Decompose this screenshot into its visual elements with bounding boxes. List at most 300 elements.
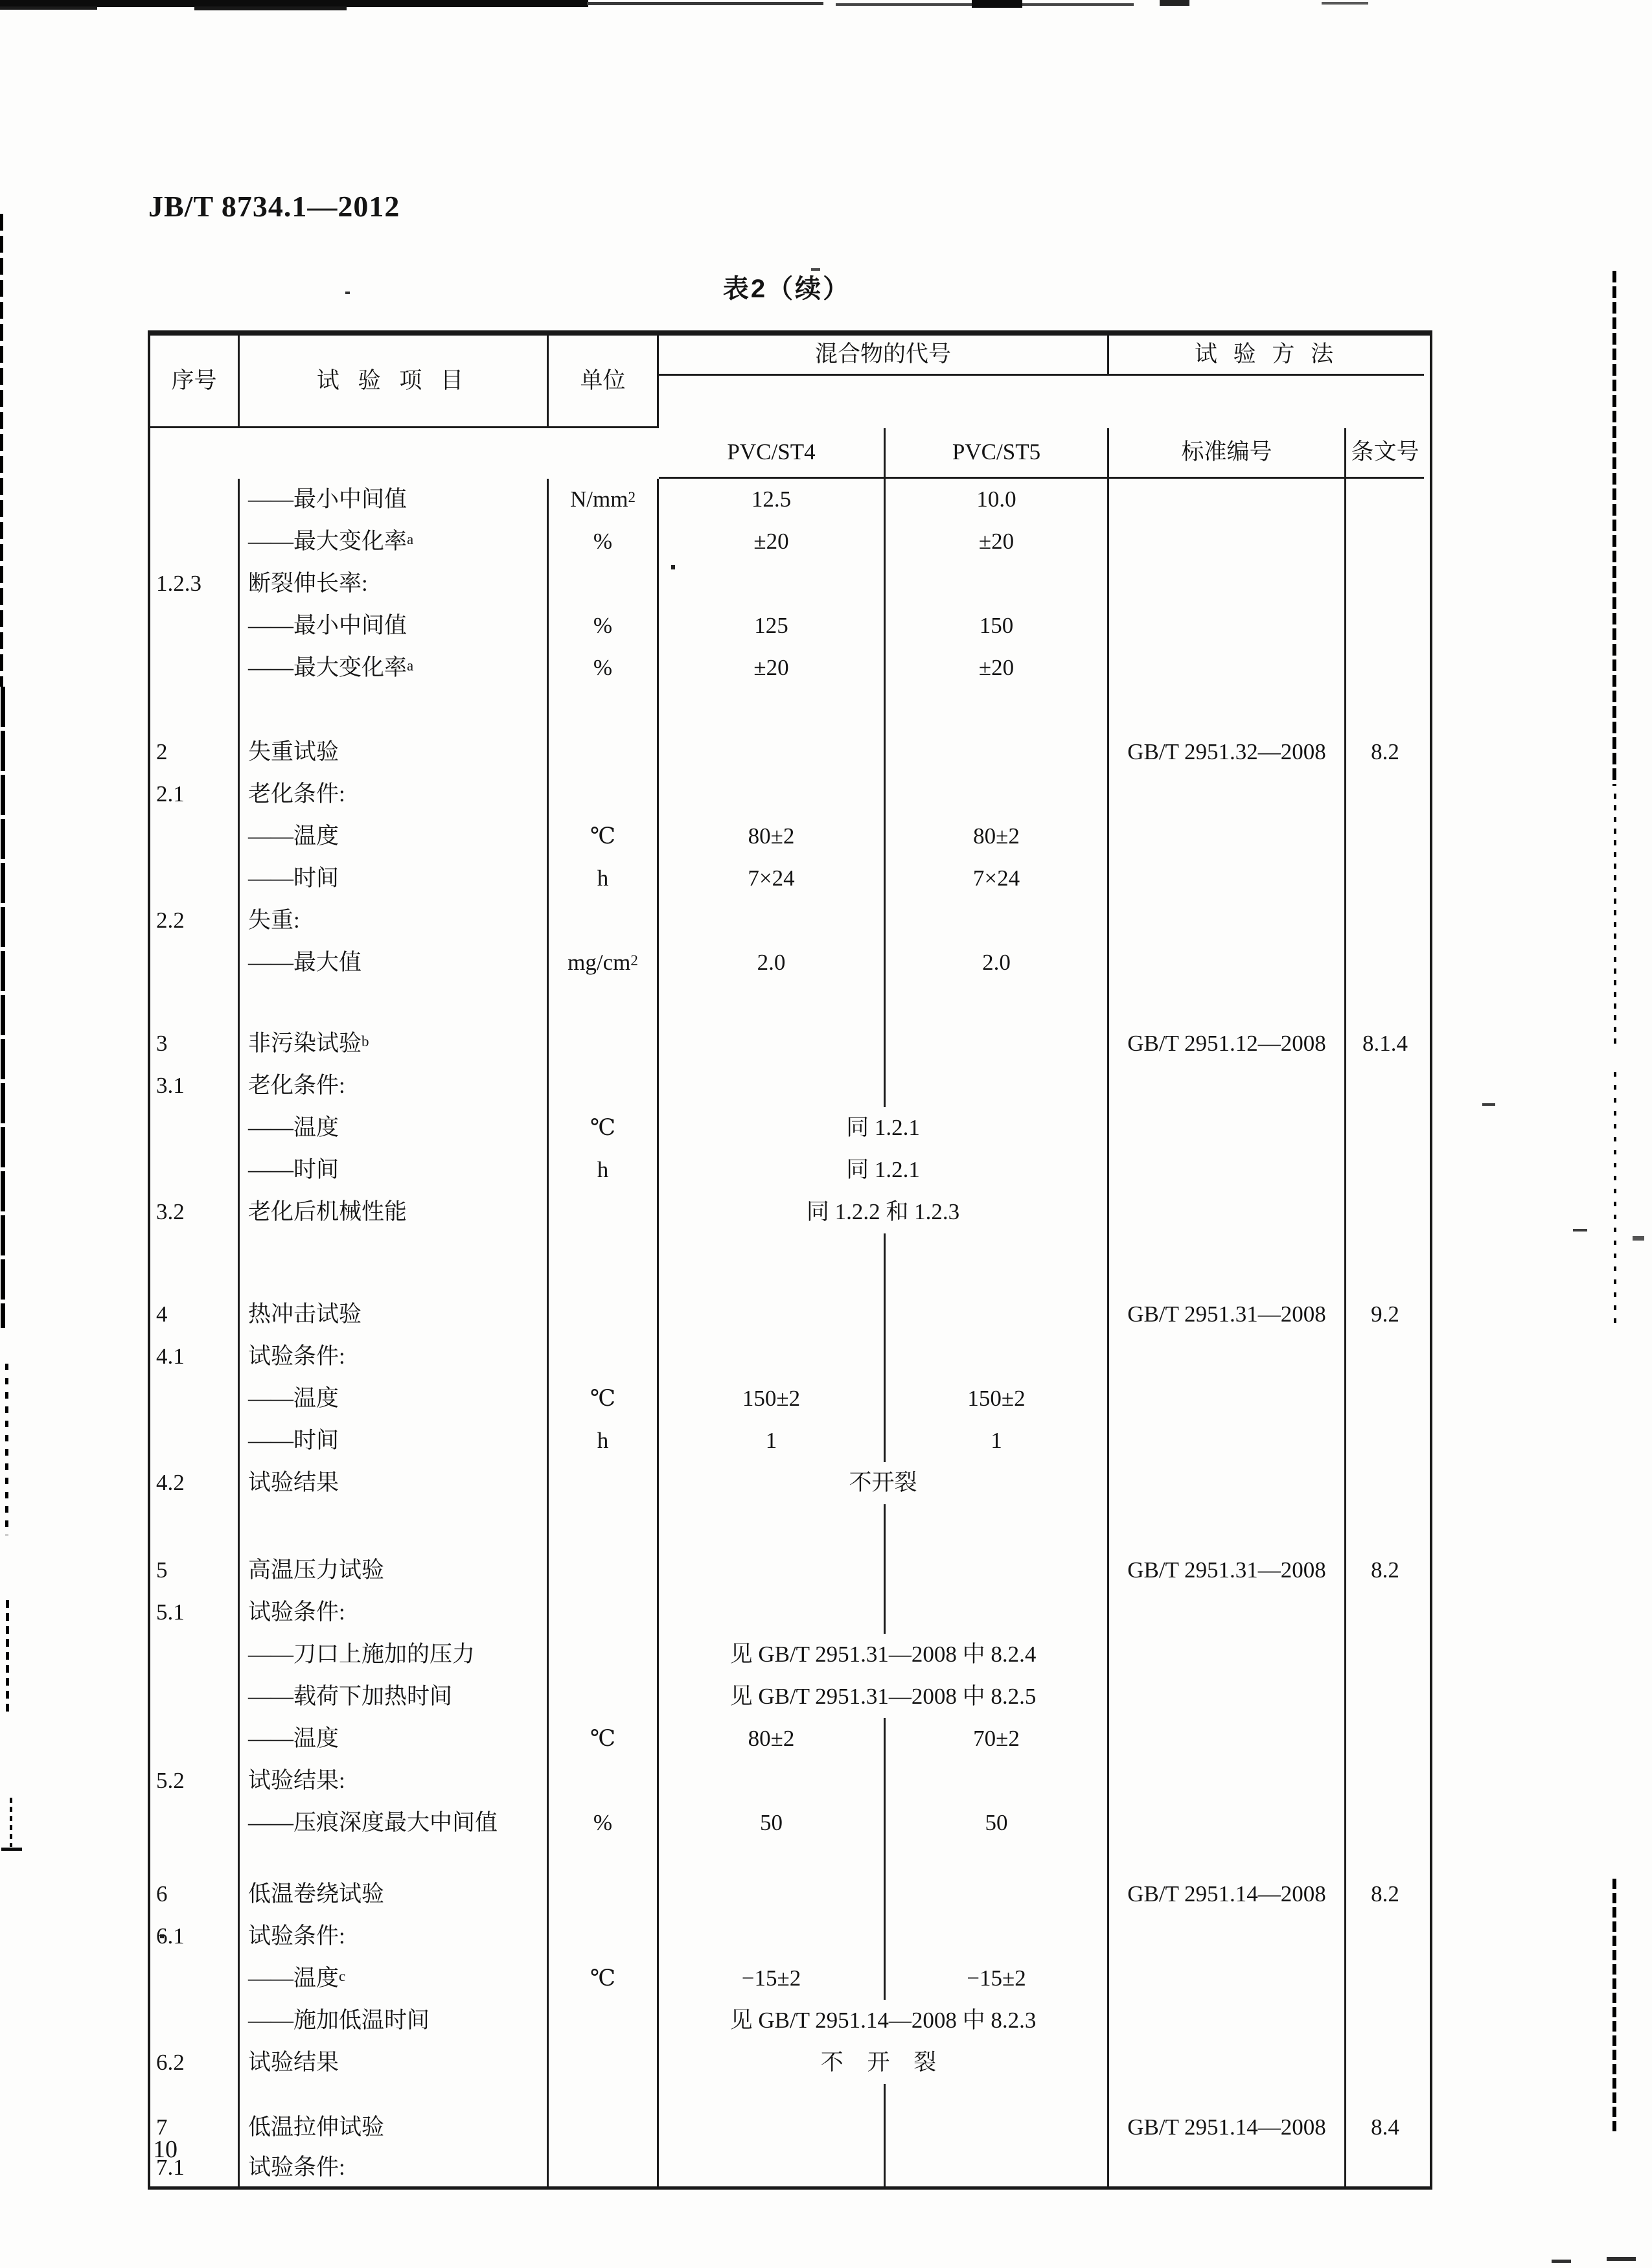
cell-no xyxy=(150,479,240,521)
gap-cell xyxy=(240,1844,549,1873)
cell-standard xyxy=(1109,2149,1346,2186)
col-header-pvcst4: PVC/ST4 xyxy=(659,428,886,479)
cell-pvcst5 xyxy=(886,563,1109,605)
cell-item: ——最大值 xyxy=(240,942,549,984)
cell-item: 试验结果 xyxy=(240,2042,549,2084)
gap-cell xyxy=(1109,2084,1346,2107)
cell-clause xyxy=(1346,1336,1424,1378)
cell-span-value: 见 GB/T 2951.14—2008 中 8.2.3 xyxy=(659,2000,1109,2042)
cell-standard xyxy=(1109,1378,1346,1420)
cell-item: 试验结果 xyxy=(240,1462,549,1504)
gap-cell xyxy=(1346,1844,1424,1873)
cell-standard xyxy=(1109,1420,1346,1462)
gap-cell xyxy=(1109,1233,1346,1294)
cell-standard xyxy=(1109,1760,1346,1802)
gap-cell xyxy=(549,1233,659,1294)
gap-cell xyxy=(1109,689,1346,731)
cell-pvcst4: 50 xyxy=(659,1802,886,1844)
cell-clause xyxy=(1346,1378,1424,1420)
scan-artifact xyxy=(6,1600,9,1717)
cell-item: ——温度 $^c$ xyxy=(240,1958,549,2000)
cell-span-value: 同 1.2.1 xyxy=(659,1107,1109,1149)
cell-pvcst4: ±20 xyxy=(659,521,886,563)
cell-item: 试验条件: xyxy=(240,2149,549,2186)
cell-pvcst5: 2.0 xyxy=(886,942,1109,984)
scan-artifact xyxy=(10,1798,12,1847)
scan-artifact xyxy=(587,2,823,5)
gap-cell xyxy=(1109,1844,1346,1873)
col-header-method: 试 验 方 法 xyxy=(1109,336,1424,376)
cell-item: ——最大变化率 $^a$ xyxy=(240,647,549,689)
cell-item: ——温度 xyxy=(240,1107,549,1149)
cell-item: ——温度 xyxy=(240,816,549,858)
cell-clause xyxy=(1346,1149,1424,1191)
cell-standard: GB/T 2951.31—2008 xyxy=(1109,1294,1346,1336)
cell-no: 1.2.3 xyxy=(150,563,240,605)
cell-pvcst4: ±20 xyxy=(659,647,886,689)
gap-cell xyxy=(659,2084,886,2107)
cell-pvcst5: 50 xyxy=(886,1802,1109,1844)
cell-clause: 8.2 xyxy=(1371,1881,1399,1907)
cell-pvcst5: ±20 xyxy=(886,521,1109,563)
cell-pvcst4: 125 xyxy=(659,605,886,647)
cell-item: ——压痕深度最大中间值 xyxy=(240,1802,549,1844)
cell-standard xyxy=(1109,1916,1346,1958)
scan-artifact xyxy=(972,0,1022,8)
gap-cell xyxy=(1346,1504,1424,1550)
cell-pvcst5 xyxy=(886,1592,1109,1634)
cell-clause xyxy=(1346,1634,1424,1676)
cell-pvcst4: 7×24 xyxy=(659,858,886,900)
cell-unit xyxy=(549,2107,659,2149)
cell-clause xyxy=(1346,1676,1424,1718)
cell-no xyxy=(150,521,240,563)
col-header-unit: 单位 xyxy=(549,336,659,428)
cell-standard: GB/T 2951.14—2008 xyxy=(1109,1873,1346,1916)
cell-pvcst5: 7×24 xyxy=(886,858,1109,900)
cell-unit xyxy=(549,1916,659,1958)
cell-standard xyxy=(1109,1802,1346,1844)
cell-span-value: 同 1.2.1 xyxy=(659,1149,1109,1191)
cell-standard: GB/T 2951.32—2008 xyxy=(1109,731,1346,773)
col-header-std: 标准编号 xyxy=(1109,428,1346,479)
cell-no xyxy=(150,816,240,858)
cell-no: 6.1 xyxy=(150,1916,240,1958)
gap-cell xyxy=(1346,2084,1424,2107)
cell-pvcst5 xyxy=(886,773,1109,816)
cell-pvcst5 xyxy=(886,2149,1109,2186)
cell-pvcst5 xyxy=(886,1760,1109,1802)
cell-item: ——施加低温时间 xyxy=(240,2000,549,2042)
cell-clause xyxy=(1346,1958,1424,2000)
cell-no xyxy=(150,1149,240,1191)
cell-unit: % xyxy=(549,1802,659,1844)
cell-item: 试验条件: xyxy=(240,1336,549,1378)
cell-clause xyxy=(1346,1191,1424,1233)
cell-unit xyxy=(549,1760,659,1802)
cell-no xyxy=(150,647,240,689)
cell-clause xyxy=(1346,1592,1424,1634)
cell-standard xyxy=(1109,900,1346,942)
cell-clause xyxy=(1346,2000,1424,2042)
scan-artifact xyxy=(1612,1879,1616,2131)
scan-artifact xyxy=(1482,1103,1495,1106)
gap-cell xyxy=(1346,984,1424,1023)
cell-standard xyxy=(1109,1336,1346,1378)
scan-artifact xyxy=(194,6,347,10)
cell-pvcst5: 10.0 xyxy=(886,479,1109,521)
cell-no xyxy=(150,1958,240,2000)
cell-standard xyxy=(1109,647,1346,689)
cell-standard xyxy=(1109,773,1346,816)
cell-no: 4.2 xyxy=(150,1462,240,1504)
cell-standard xyxy=(1109,816,1346,858)
cell-pvcst4 xyxy=(659,1023,886,1065)
cell-standard xyxy=(1109,858,1346,900)
cell-standard xyxy=(1109,605,1346,647)
cell-clause xyxy=(1346,1760,1424,1802)
cell-standard xyxy=(1109,1634,1346,1676)
cell-clause xyxy=(1346,521,1424,563)
cell-unit: ℃ xyxy=(549,1718,659,1760)
cell-clause xyxy=(1346,479,1424,521)
cell-no: 5 xyxy=(150,1550,240,1592)
cell-no xyxy=(150,2000,240,2042)
cell-standard: GB/T 2951.31—2008 xyxy=(1109,1550,1346,1592)
cell-pvcst4 xyxy=(659,1336,886,1378)
gap-cell xyxy=(886,1504,1109,1550)
cell-standard xyxy=(1109,521,1346,563)
cell-pvcst4 xyxy=(659,1760,886,1802)
cell-item: 失重试验 xyxy=(240,731,549,773)
gap-cell xyxy=(150,984,240,1023)
cell-pvcst4 xyxy=(659,731,886,773)
col-header-clause: 条文号 xyxy=(1346,428,1424,479)
cell-standard xyxy=(1109,1676,1346,1718)
scan-artifact xyxy=(1607,2257,1636,2261)
cell-item: 高温压力试验 xyxy=(240,1550,549,1592)
cell-no: 7 xyxy=(150,2107,240,2149)
cell-unit: ℃ xyxy=(549,816,659,858)
cell-clause xyxy=(1346,1065,1424,1107)
cell-pvcst4 xyxy=(659,773,886,816)
cell-unit: ℃ xyxy=(549,1378,659,1420)
cell-no: 5.1 xyxy=(150,1592,240,1634)
cell-clause xyxy=(1346,1107,1424,1149)
cell-item: 热冲击试验 xyxy=(240,1294,549,1336)
cell-span-value: 见 GB/T 2951.31—2008 中 8.2.5 xyxy=(659,1676,1109,1718)
scan-artifact xyxy=(1573,1229,1587,1231)
cell-clause: 8.2 xyxy=(1371,739,1399,765)
cell-unit xyxy=(549,1023,659,1065)
cell-pvcst4 xyxy=(659,900,886,942)
cell-unit: mg/cm $^2$ xyxy=(549,942,659,984)
page-number: 10 xyxy=(153,2136,178,2163)
cell-pvcst4 xyxy=(659,1294,886,1336)
scan-artifact xyxy=(1,1848,22,1851)
cell-clause xyxy=(1346,816,1424,858)
gap-cell xyxy=(549,1844,659,1873)
gap-cell xyxy=(240,689,549,731)
scan-artifact xyxy=(5,1364,8,1535)
scan-artifact xyxy=(1322,2,1368,5)
cell-item: 试验条件: xyxy=(240,1916,549,1958)
cell-clause xyxy=(1346,942,1424,984)
col-header-no: 序号 xyxy=(150,336,240,428)
cell-span-value: 见 GB/T 2951.31—2008 中 8.2.4 xyxy=(659,1634,1109,1676)
cell-no: 3 xyxy=(150,1023,240,1065)
gap-cell xyxy=(150,1844,240,1873)
cell-unit xyxy=(549,1294,659,1336)
cell-pvcst4: 150±2 xyxy=(659,1378,886,1420)
cell-unit: % xyxy=(549,521,659,563)
table-header xyxy=(150,336,1430,479)
gap-cell xyxy=(549,689,659,731)
cell-clause xyxy=(1346,1462,1424,1504)
cell-pvcst5 xyxy=(886,1916,1109,1958)
cell-pvcst4: 1 xyxy=(659,1420,886,1462)
cell-pvcst5 xyxy=(886,1550,1109,1592)
cell-item: 低温拉伸试验 xyxy=(240,2107,549,2149)
cell-clause xyxy=(1346,563,1424,605)
cell-unit xyxy=(549,1676,659,1718)
cell-unit xyxy=(549,1065,659,1107)
cell-pvcst4 xyxy=(659,1065,886,1107)
cell-no: 5.2 xyxy=(150,1760,240,1802)
table-title: 表2（续） xyxy=(722,275,851,303)
cell-no xyxy=(150,942,240,984)
gap-cell xyxy=(240,1504,549,1550)
cell-item: 老化条件: xyxy=(240,1065,549,1107)
gap-cell xyxy=(886,984,1109,1023)
gap-cell xyxy=(886,689,1109,731)
cell-standard xyxy=(1109,2000,1346,2042)
cell-item: 试验条件: xyxy=(240,1592,549,1634)
cell-unit xyxy=(549,1550,659,1592)
gap-cell xyxy=(659,1844,886,1873)
cell-no xyxy=(150,605,240,647)
cell-clause xyxy=(1346,1718,1424,1760)
cell-pvcst5 xyxy=(886,2107,1109,2149)
gap-cell xyxy=(549,1504,659,1550)
cell-pvcst5 xyxy=(886,1873,1109,1916)
cell-standard xyxy=(1109,1958,1346,2000)
cell-item: ——时间 xyxy=(240,858,549,900)
cell-unit: ℃ xyxy=(549,1958,659,2000)
cell-item: ——载荷下加热时间 xyxy=(240,1676,549,1718)
cell-pvcst4 xyxy=(659,563,886,605)
cell-standard xyxy=(1109,1592,1346,1634)
cell-no xyxy=(150,1802,240,1844)
cell-no: 2.2 xyxy=(150,900,240,942)
cell-unit xyxy=(549,1592,659,1634)
cell-standard: GB/T 2951.14—2008 xyxy=(1109,2107,1346,2149)
cell-clause xyxy=(1346,1420,1424,1462)
cell-item: 低温卷绕试验 xyxy=(240,1873,549,1916)
cell-item: 试验结果: xyxy=(240,1760,549,1802)
scan-artifact xyxy=(0,6,97,10)
cell-standard xyxy=(1109,1065,1346,1107)
cell-unit: % xyxy=(549,605,659,647)
col-header-pvcst5: PVC/ST5 xyxy=(886,428,1109,479)
cell-no: 4 xyxy=(150,1294,240,1336)
gap-cell xyxy=(886,2084,1109,2107)
cell-item: ——最小中间值 xyxy=(240,605,549,647)
cell-clause xyxy=(1346,605,1424,647)
cell-unit xyxy=(549,731,659,773)
cell-pvcst4 xyxy=(659,1916,886,1958)
cell-unit xyxy=(549,1191,659,1233)
cell-no xyxy=(150,1676,240,1718)
cell-clause: 8.2 xyxy=(1371,1557,1399,1583)
cell-clause xyxy=(1346,773,1424,816)
cell-unit xyxy=(549,773,659,816)
scan-artifact xyxy=(1552,2260,1571,2263)
cell-standard xyxy=(1109,1107,1346,1149)
cell-clause xyxy=(1346,858,1424,900)
cell-clause xyxy=(1346,1916,1424,1958)
cell-standard xyxy=(1109,2042,1346,2084)
gap-cell xyxy=(886,1844,1109,1873)
cell-standard xyxy=(1109,1191,1346,1233)
cell-pvcst4 xyxy=(659,2149,886,2186)
scan-artifact xyxy=(1614,1072,1616,1331)
gap-cell xyxy=(549,2084,659,2107)
cell-item: ——温度 xyxy=(240,1378,549,1420)
cell-span-value: 不开裂 xyxy=(659,1462,1109,1504)
cell-no: 7.1 xyxy=(150,2149,240,2186)
gap-cell xyxy=(150,2084,240,2107)
cell-pvcst4: 2.0 xyxy=(659,942,886,984)
scan-artifact xyxy=(1160,0,1189,6)
cell-pvcst5: ±20 xyxy=(886,647,1109,689)
gap-cell xyxy=(240,984,549,1023)
cell-pvcst5: 1 xyxy=(886,1420,1109,1462)
cell-unit: h xyxy=(549,858,659,900)
cell-clause: 9.2 xyxy=(1371,1301,1399,1327)
gap-cell xyxy=(1109,984,1346,1023)
cell-clause xyxy=(1346,1802,1424,1844)
cell-no: 6 xyxy=(150,1873,240,1916)
cell-pvcst5: 150 xyxy=(886,605,1109,647)
cell-pvcst5: 80±2 xyxy=(886,816,1109,858)
cell-pvcst4 xyxy=(659,1873,886,1916)
scan-artifact xyxy=(1,687,5,1328)
cell-unit: h xyxy=(549,1420,659,1462)
scan-artifact xyxy=(1633,1236,1644,1241)
gap-cell xyxy=(150,1233,240,1294)
gap-cell xyxy=(240,2084,549,2107)
cell-standard: GB/T 2951.12—2008 xyxy=(1109,1023,1346,1065)
cell-item: ——时间 xyxy=(240,1420,549,1462)
gap-cell xyxy=(659,1233,886,1294)
cell-standard xyxy=(1109,563,1346,605)
cell-pvcst5 xyxy=(886,1294,1109,1336)
cell-item: ——刀口上施加的压力 xyxy=(240,1634,549,1676)
cell-no: 6.2 xyxy=(150,2042,240,2084)
cell-pvcst4 xyxy=(659,1592,886,1634)
cell-pvcst4: 80±2 xyxy=(659,816,886,858)
cell-unit xyxy=(549,1462,659,1504)
gap-cell xyxy=(150,689,240,731)
gap-cell xyxy=(240,1233,549,1294)
cell-span-value: 同 1.2.2 和 1.2.3 xyxy=(659,1191,1109,1233)
cell-pvcst4 xyxy=(659,1550,886,1592)
doc-number: JB/T 8734.1—2012 xyxy=(148,190,400,223)
cell-pvcst5 xyxy=(886,1336,1109,1378)
cell-clause xyxy=(1346,900,1424,942)
cell-item: 老化后机械性能 xyxy=(240,1191,549,1233)
gap-cell xyxy=(1346,689,1424,731)
cell-item: 老化条件: xyxy=(240,773,549,816)
cell-item: 非污染试验 $^b$ xyxy=(240,1023,549,1065)
gap-cell xyxy=(659,984,886,1023)
cell-item: 断裂伸长率: xyxy=(240,563,549,605)
cell-clause: 8.1.4 xyxy=(1362,1031,1408,1057)
cell-standard xyxy=(1109,1462,1346,1504)
cell-pvcst5 xyxy=(886,1023,1109,1065)
gap-cell xyxy=(1346,1233,1424,1294)
cell-item: 失重: xyxy=(240,900,549,942)
table-body xyxy=(150,479,1430,2186)
col-header-item: 试 验 项 目 xyxy=(240,336,549,428)
cell-clause xyxy=(1346,2042,1424,2084)
scan-artifact xyxy=(1614,794,1616,1049)
cell-no xyxy=(150,1718,240,1760)
cell-unit xyxy=(549,1634,659,1676)
cell-pvcst5: 70±2 xyxy=(886,1718,1109,1760)
gap-cell xyxy=(886,1233,1109,1294)
cell-span-value: 不 开 裂 xyxy=(659,2042,1109,2084)
cell-pvcst4: 80±2 xyxy=(659,1718,886,1760)
cell-unit: ℃ xyxy=(549,1107,659,1149)
cell-no: 2 xyxy=(150,731,240,773)
cell-item: ——时间 xyxy=(240,1149,549,1191)
cell-unit xyxy=(549,900,659,942)
gap-cell xyxy=(150,1504,240,1550)
cell-unit xyxy=(549,2000,659,2042)
cell-unit: % xyxy=(549,647,659,689)
cell-pvcst4: −15±2 xyxy=(659,1958,886,2000)
cell-no xyxy=(150,858,240,900)
cell-item: ——最大变化率 $^a$ xyxy=(240,521,549,563)
cell-standard xyxy=(1109,1718,1346,1760)
cell-unit xyxy=(549,1336,659,1378)
cell-clause xyxy=(1346,2149,1424,2186)
cell-pvcst4 xyxy=(659,2107,886,2149)
cell-pvcst4: 12.5 xyxy=(659,479,886,521)
cell-unit xyxy=(549,1873,659,1916)
gap-cell xyxy=(549,984,659,1023)
cell-standard xyxy=(1109,942,1346,984)
cell-pvcst5 xyxy=(886,900,1109,942)
cell-pvcst5 xyxy=(886,1065,1109,1107)
scan-artifact xyxy=(1612,271,1616,786)
test-table xyxy=(148,330,1432,2190)
cell-standard xyxy=(1109,479,1346,521)
cell-item: ——温度 xyxy=(240,1718,549,1760)
cell-clause: 8.4 xyxy=(1371,2114,1399,2140)
cell-pvcst5: 150±2 xyxy=(886,1378,1109,1420)
cell-pvcst5: −15±2 xyxy=(886,1958,1109,2000)
col-header-mix: 混合物的代号 xyxy=(659,336,1109,376)
gap-cell xyxy=(659,1504,886,1550)
cell-unit xyxy=(549,563,659,605)
cell-unit: N/mm $^2$ xyxy=(549,479,659,521)
cell-no xyxy=(150,1107,240,1149)
gap-cell xyxy=(659,689,886,731)
cell-standard xyxy=(1109,1149,1346,1191)
